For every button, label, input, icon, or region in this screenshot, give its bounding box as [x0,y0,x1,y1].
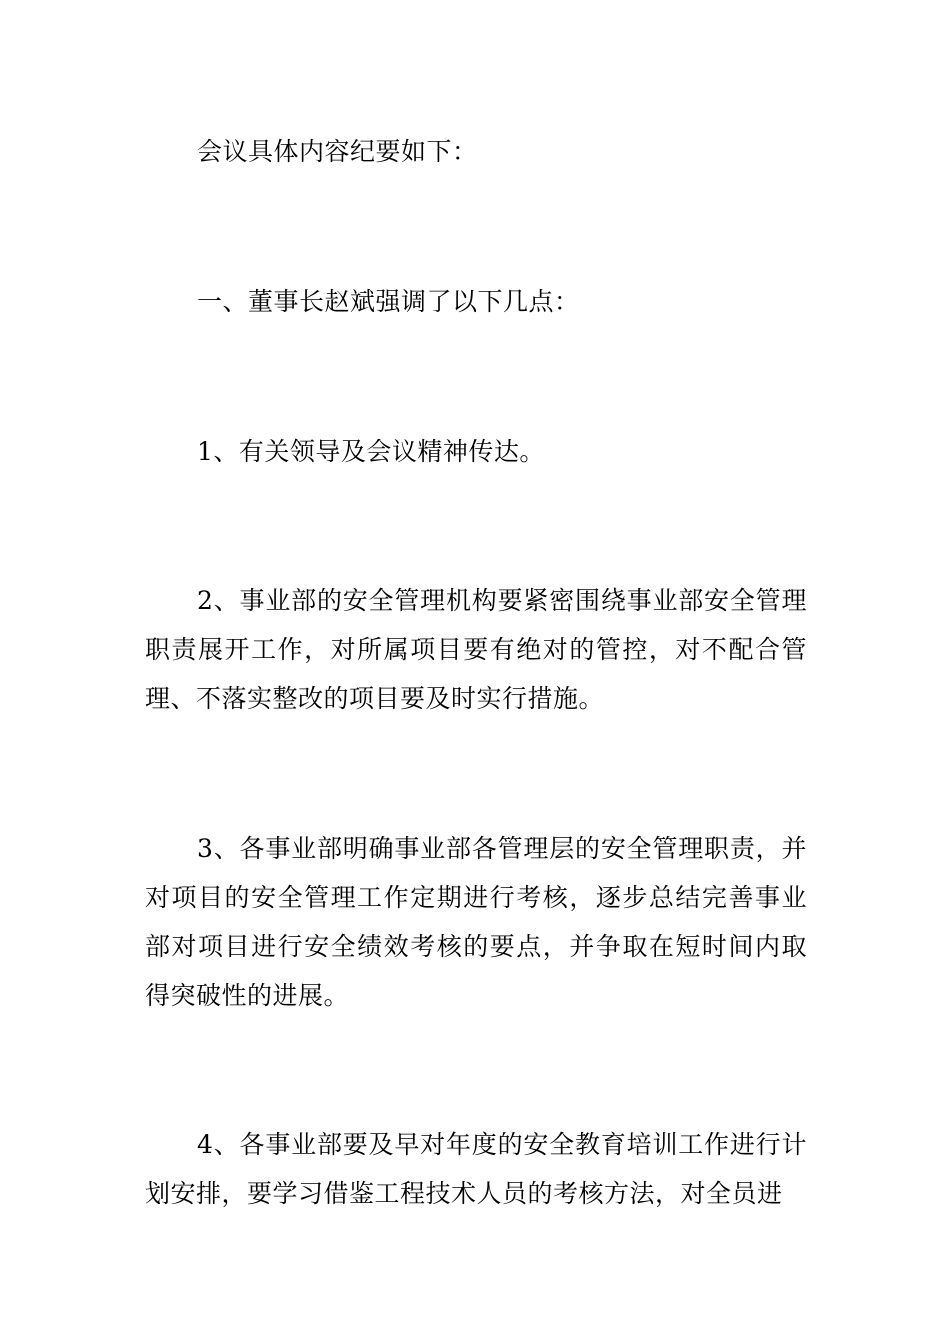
point-4-paragraph: 4、各事业部要及早对年度的安全教育培训工作进行计划安排，要学习借鉴工程技术人员的考核方法，对全员进 [145,1130,807,1208]
point-2-paragraph: 2、事业部的安全管理机构要紧密围绕事业部安全管理职责展开工作，对所属项目要有绝对的管控，对不配合管理、不落实整改的项目要及时实行措施。 [145,586,807,713]
point-1-paragraph: 1、有关领导及会议精神传达。 [197,437,545,466]
point-3-paragraph: 3、各事业部明确事业部各管理层的安全管理职责，并对项目的安全管理工作定期进行考核，逐步总结完善事业部对项目进行安全绩效考核的要点，并争取在短时间内取得突破性的进展。 [145,834,807,1010]
intro-paragraph: 会议具体内容纪要如下： [197,137,478,166]
section-heading-chairman-points: 一、董事长赵斌强调了以下几点： [197,287,580,316]
